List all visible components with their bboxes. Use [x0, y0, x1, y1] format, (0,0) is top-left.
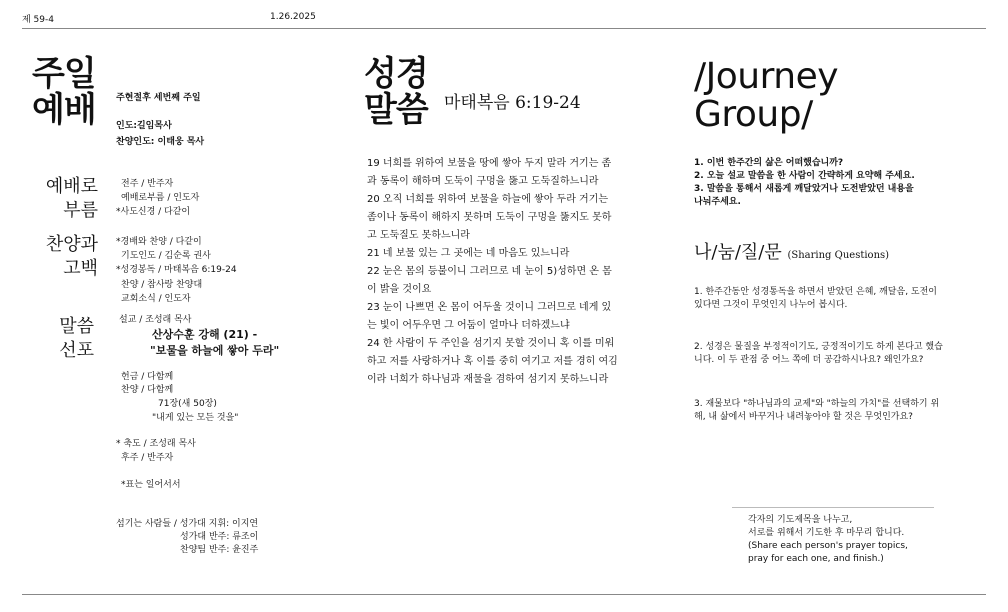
- closing-divider: [732, 507, 934, 508]
- section-call-line1: 예배로: [45, 176, 98, 197]
- scripture-line: 24 한 사람이 두 주인을 섬기지 못할 것이니 혹 이를 미워: [367, 338, 615, 349]
- closing-line: 서로를 위해서 기도한 후 마무리 합니다.: [748, 528, 905, 538]
- section-word: [24, 315, 94, 363]
- journey-intro: [694, 157, 915, 209]
- section-word-line2: 선포: [59, 340, 94, 361]
- order-offering: 헌금 / 다함께: [121, 372, 174, 382]
- sermon-title-line1: 산상수훈 강해 (21) -: [152, 328, 258, 341]
- scripture-line: 고 도둑질도 못하느니라: [367, 230, 470, 241]
- sharing-question-3: [694, 398, 939, 424]
- scripture-line: 는 빛이 어두우면 그 어둠이 얼마나 더하겠느냐: [367, 320, 570, 331]
- section-call-line2: 부름: [63, 200, 98, 221]
- closing-line: pray for each one, and finish.): [748, 554, 884, 564]
- issue-number: 제 59-4: [22, 15, 54, 25]
- intro-question-1: 1. 이번 한주간의 삶은 어떠했습니까?: [694, 158, 844, 168]
- question-line: 1. 한주간동안 성경통독을 하면서 받았던 은혜, 깨달음, 도전이: [694, 287, 937, 297]
- worship-subtitle: 주현절후 세번째 주일: [116, 93, 201, 103]
- order-call: 예배로부름 / 인도자: [121, 193, 200, 203]
- bulletin-date: 1.26.2025: [270, 12, 316, 22]
- intro-question-2: 2. 오늘 설교 말씀을 한 사람이 간략하게 요약해 주세요.: [694, 171, 915, 181]
- order-postlude: 후주 / 반주자: [121, 453, 174, 463]
- journey-title: [694, 58, 838, 134]
- section-praise-line2: 고백: [63, 258, 98, 279]
- standing-note: *표는 일어서서: [121, 480, 181, 490]
- scripture-text: [367, 155, 618, 389]
- scripture-line: 이라 너희가 하나님과 재물을 겸하여 섬기지 못하느니라: [367, 374, 609, 385]
- section-praise-line1: 찬양과: [45, 234, 98, 255]
- order-prelude: 전주 / 반주자: [121, 179, 174, 189]
- order-benediction: * 축도 / 조성래 목사: [116, 439, 196, 449]
- hymn-title: "내게 있는 모든 것을": [152, 413, 239, 423]
- question-line: 3. 재물보다 "하나님과의 교제"와 "하늘의 가치"를 선택하기 위: [694, 399, 940, 409]
- scripture-title-line1: 성경: [364, 54, 428, 94]
- scripture-line: 20 오직 너희를 위하여 보물을 하늘에 쌓아 두라 거기는: [367, 194, 609, 205]
- closing-line: 각자의 기도제목을 나누고,: [748, 515, 853, 525]
- scripture-line: 이 밝을 것이요: [367, 284, 432, 295]
- order-choir: 찬양 / 참사랑 찬양대: [121, 280, 203, 290]
- sharing-subtitle: (Sharing Questions): [787, 250, 890, 261]
- top-rule: [22, 28, 986, 29]
- question-line: 해, 내 삶에서 바꾸거나 내려놓아야 할 것은 무엇인가요?: [694, 412, 913, 422]
- scripture-line: 19 너희를 위하여 보물을 땅에 쌓아 두지 말라 거기는 좀: [367, 158, 612, 169]
- scripture-line: 하고 저를 사랑하거나 혹 이를 중히 여기고 저를 경히 여김: [367, 356, 618, 367]
- servers-line2: 성가대 반주: 류조이: [180, 532, 259, 542]
- journey-title-line1: /Journey: [694, 56, 839, 97]
- scripture-reference: 마태복음 6:19-24: [444, 93, 581, 113]
- scripture-title: [364, 56, 428, 128]
- scripture-title-line2: 말씀: [364, 90, 428, 130]
- sharing-title: 나/눔/질/문: [694, 242, 782, 263]
- order-news: 교회소식 / 인도자: [121, 294, 191, 304]
- scripture-line: 좀이나 동록이 해하지 못하며 도둑이 구멍을 뚫지도 못하: [367, 212, 612, 223]
- order-hymn: 찬양 / 다함께: [121, 385, 174, 395]
- worship-leader: 인도:길임목사: [116, 121, 172, 131]
- question-line: 2. 성경은 물질을 부정적이기도, 긍정적이기도 하게 본다고 했습: [694, 342, 943, 352]
- servers-line3: 찬양팀 반주: 윤진주: [180, 545, 259, 555]
- section-praise: [28, 233, 98, 281]
- scripture-line: 21 네 보물 있는 그 곳에는 네 마음도 있느니라: [367, 248, 570, 259]
- intro-question-3: 3. 말씀을 통해서 새롭게 깨달았거나 도전받았던 내용을: [694, 184, 914, 194]
- worship-title: [32, 56, 96, 128]
- servers-line1: 섬기는 사람들 / 성가대 지휘: 이지연: [116, 519, 259, 529]
- order-prayer: 기도인도 / 김순록 권사: [121, 251, 211, 261]
- scripture-line: 23 눈이 나쁘면 온 몸이 어두울 것이니 그러므로 네게 있: [367, 302, 612, 313]
- question-line: 니다. 이 두 관점 중 어느 쪽에 더 공감하시나요? 왜인가요?: [694, 355, 924, 365]
- worship-title-line2: 예배: [32, 90, 96, 130]
- closing-line: (Share each person's prayer topics,: [748, 541, 908, 551]
- bottom-rule: [22, 594, 986, 595]
- section-word-line1: 말씀: [59, 316, 94, 337]
- scripture-line: 과 동록이 해하며 도둑이 구멍을 뚫고 도둑질하느니라: [367, 176, 599, 187]
- question-line: 있다면 그것이 무엇인지 나누어 봅시다.: [694, 300, 848, 310]
- sharing-question-2: [694, 341, 943, 367]
- sharing-question-1: [694, 286, 937, 312]
- intro-question-3-cont: 나눠주세요.: [694, 197, 741, 207]
- closing-instructions: [748, 514, 908, 566]
- order-adoration: *경배와 찬양 / 다같이: [116, 237, 202, 247]
- praise-leader: 찬양인도: 이태웅 목사: [116, 137, 205, 147]
- sharing-heading: [694, 238, 889, 264]
- sermon-title-line2: "보물을 하늘에 쌓아 두라": [150, 344, 280, 357]
- journey-title-line2: Group/: [694, 94, 813, 135]
- hymn-number: 71장(새 50장): [158, 399, 217, 409]
- worship-title-line1: 주일: [32, 54, 96, 94]
- scripture-line: 22 눈은 몸의 등불이니 그러므로 네 눈이 5)성하면 온 몸: [367, 266, 612, 277]
- section-call: [28, 175, 98, 223]
- order-creed: *사도신경 / 다같이: [116, 207, 191, 217]
- order-sermon-label: 설교 / 조성래 목사: [119, 315, 192, 325]
- order-reading: *성경봉독 / 마태복음 6:19-24: [116, 265, 237, 275]
